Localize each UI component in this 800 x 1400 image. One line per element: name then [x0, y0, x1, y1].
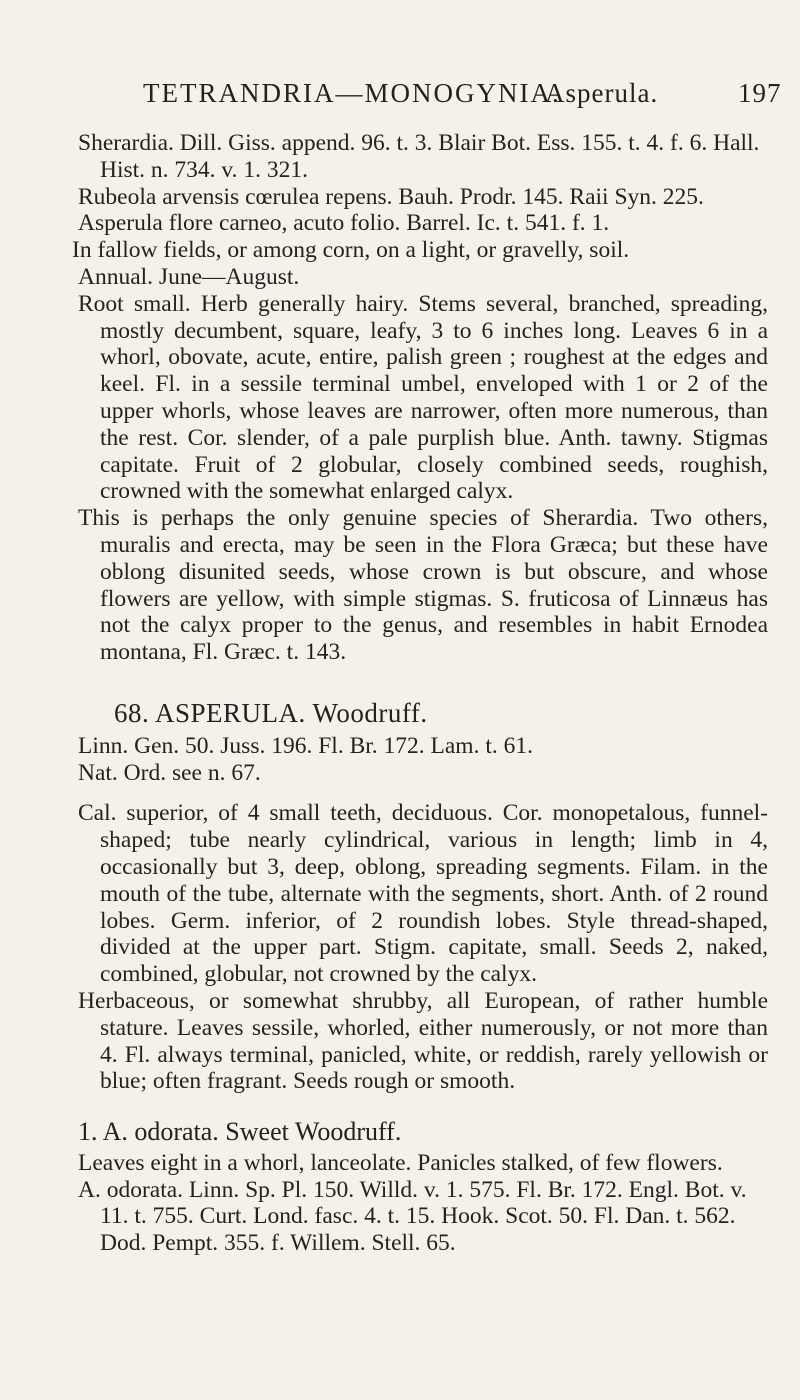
sherardia-description: Root small. Herb generally hairy. Stems several, branched, spreading, mostly decumbent, square, leafy, 3 to 6 inches long. Leaves 6 in a whorl, obovate, acute, entire, palish green ; roughest at the edges and keel. Fl. in a sessile terminal umbel, enveloped with 1 or 2 of the upper whorls, whose leaves are narrower, often more numerous, than the rest. Cor. slender, of a pale purplish blue. Anth. tawny. Stigmas capitate. Fruit of 2 globular, closely combined seeds, roughish, crowned with the somewhat enlarged calyx.	[78, 290, 768, 505]
page-body	[72, 130, 768, 1257]
header-title: TETRANDRIA—MONOGYNIA.	[143, 78, 561, 108]
sherardia-habitat: In fallow fields, or among corn, on a light, or gravelly, soil.	[72, 237, 630, 264]
header-genus: Asperula.	[545, 78, 659, 108]
sherardia-note: This is perhaps the only genuine species of Sherardia. Two others, muralis and erecta, may be seen in the Flora Græca; but these have oblong disunited seeds, whose crown is but obscure, and whose flowers are yellow, with simple stigmas. S. fruticosa of Linnæus has not the calyx proper to the genus, and resembles in habit Ernodea montana, Fl. Græc. t. 143.	[78, 505, 768, 666]
sherardia-synonym-3: Asperula flore carneo, acuto folio. Barrel. Ic. t. 541. f. 1.	[78, 210, 610, 237]
species-heading: 1. A. odorata. Sweet Woodruff.	[78, 1117, 402, 1147]
genus-heading: 68. ASPERULA. Woodruff.	[114, 697, 428, 728]
genus-habit: Herbaceous, or somewhat shrubby, all European, of rather humble stature. Leaves sessile, whorled, either numerously, or not more than 4. Fl. always terminal, panicled, white, or reddish, rarely yellowish or blue; often fragrant. Seeds rough or smooth.	[78, 987, 768, 1095]
genus-references: Linn. Gen. 50. Juss. 196. Fl. Br. 172. Lam. t. 61.	[78, 732, 533, 759]
sherardia-synonym-1: Sherardia. Dill. Giss. append. 96. t. 3. Blair Bot. Ess. 155. t. 4. f. 6. Hall. Hist. n. 734. v. 1. 321.	[78, 130, 760, 183]
genus-characters: Cal. superior, of 4 small teeth, deciduous. Cor. monopetalous, funnel-shaped; tube nearly cylindrical, various in length; limb in 4, occasionally but 3, deep, oblong, spreading segments. Filam. in the mouth of the tube, alternate with the segments, short. Anth. of 2 round lobes. Germ. inferior, of 2 roundish lobes. Style thread-shaped, divided at the upper part. Stigm. capitate, small. Seeds 2, naked, combined, globular, not crowned by the calyx.	[78, 800, 768, 988]
sherardia-synonym-2: Rubeola arvensis cœrulea repens. Bauh. Prodr. 145. Raii Syn. 225.	[78, 183, 704, 210]
species-synonyms: A. odorata. Linn. Sp. Pl. 150. Willd. v. 1. 575. Fl. Br. 172. Engl. Bot. v. 11. t. 755. Curt. Lond. fasc. 4. t. 15. Hook. Scot. 50. Fl. Dan. t. 562. Dod. Pempt. 355. f. Willem. Stell. 65.	[78, 1176, 747, 1257]
page-number: 197	[738, 78, 782, 108]
species-diagnosis: Leaves eight in a whorl, lanceolate. Panicles stalked, of few flowers.	[78, 1149, 723, 1176]
sherardia-duration: Annual. June—August.	[78, 263, 300, 290]
genus-natural-order: Nat. Ord. see n. 67.	[78, 759, 261, 786]
